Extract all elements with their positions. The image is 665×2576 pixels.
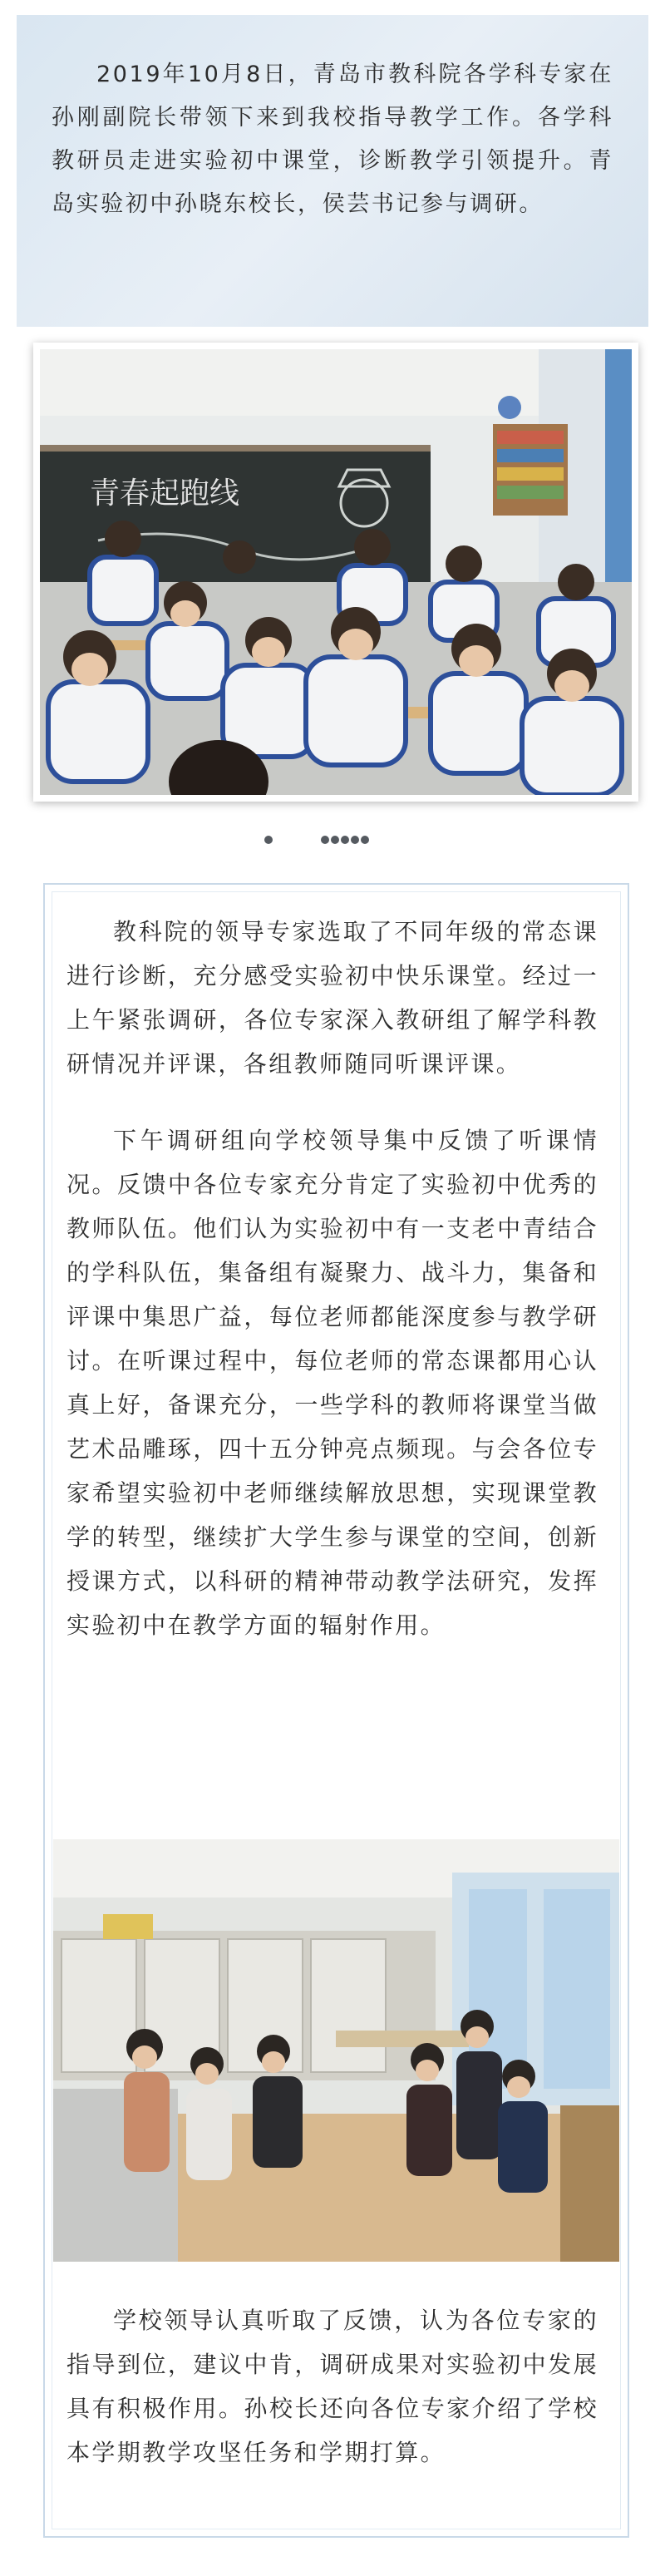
intro-paragraph: 2019年10月8日，青岛市教科院各学科专家在孙刚副院长带领下来到我校指导教学工作。各学科教研员走进实验初中课堂，诊断教学引领提升。青岛实验初中孙晓东校长，侯芸书记参与调研。 (52, 62, 613, 217)
intro-section (17, 15, 648, 327)
blackboard-text: 青春起跑线 (90, 476, 240, 511)
carousel-dot-6[interactable] (361, 836, 369, 844)
carousel-dot-1[interactable] (264, 836, 273, 844)
body-paragraph-2: 下午调研组向学校领导集中反馈了听课情况。反馈中各位专家充分肯定了实验初中优秀的教师队伍。他们认为实验初中有一支老中青结合的学科队伍，集备组有凝聚力、战斗力，集备和评课中集思广益，每位老师都能深度参与教学研讨。在听课过程中，每位老师的常态课都用心认真上好，备课充分，一些学科的教师将课堂当做艺术品雕琢，四十五分钟亮点频现。与会各位专家希望实验初中老师继续解放思想，实现课堂教学的转型，继续扩大学生参与课堂的空间，创新授课方式，以科研的精神带动教学法研究，发挥实验初中在教学方面的辐射作用。 (66, 1127, 598, 1639)
classroom-photo-image (40, 349, 632, 795)
carousel-dot-4[interactable] (341, 836, 349, 844)
classroom-photo (40, 349, 632, 795)
content-section (43, 883, 629, 2538)
body-paragraph-3: 学校领导认真听取了反馈，认为各位专家的指导到位，建议中肯，调研成果对实验初中发展具有积极作用。孙校长还向各位专家介绍了学校本学期教学攻坚任务和学期打算。 (66, 2307, 598, 2466)
meeting-photo-image (53, 1839, 619, 2262)
carousel-dot-3[interactable] (331, 836, 339, 844)
meeting-photo (53, 1839, 619, 2262)
carousel-indicator (0, 832, 665, 848)
body-paragraph-1: 教科院的领导专家选取了不同年级的常态课进行诊断，充分感受实验初中快乐课堂。经过一上午紧张调研，各位专家深入教研组了解学科教研情况并评课，各组教师随同听课评课。 (66, 918, 598, 1078)
classroom-photo-frame (33, 343, 638, 802)
carousel-dot-2[interactable] (321, 836, 329, 844)
carousel-dot-5[interactable] (351, 836, 359, 844)
